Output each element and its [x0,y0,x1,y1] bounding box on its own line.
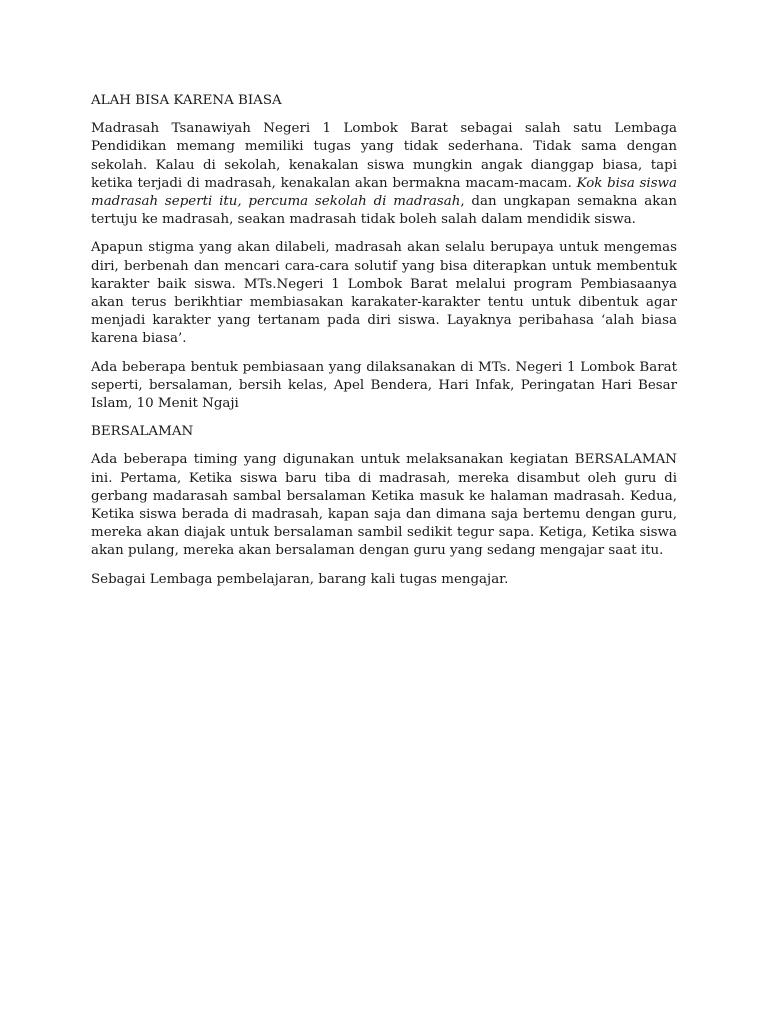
paragraph-bersalaman: Ada beberapa timing yang digunakan untuk melaksanakan kegiatan BERSALAMAN ini. Pertama, Ketika siswa baru tiba di madrasah, mereka disambut oleh guru di gerbang madarasah sambal bersalaman Ketika masuk ke halaman madrasah. Kedua, Ketika siswa berada di madrasah, kapan saja dan dimana saja bertemu dengan guru, mereka akan diajak untuk bersalaman sambil sedikit tegur sapa. Ketiga, Ketika siswa akan pulang, mereka akan bersalaman dengan guru yang sedang mengajar saat itu. [91,452,677,559]
paragraph-intro-italic-quote: Kok bisa siswa madrasah seperti itu, percuma sekolah di madrasah [91,175,678,210]
document-title: ALAH BISA KARENA BIASA [91,93,282,108]
paragraph-intro-text-end: , dan ungkapan semakna akan tertuju ke madrasah, seakan madrasah tidak boleh salah dalam mendidik siswa. [91,194,677,228]
document-body [91,92,677,599]
paragraph-stigma: Apapun stigma yang akan dilabeli, madrasah akan selalu berupaya untuk mengemas diri, berbenah dan mencari cara-cara solutif yang bisa diterapkan untuk membentuk karakter baik siswa. MTs.Negeri 1 Lombok Barat melalui program Pembiasaanya akan terus berikhtiar membiasakan karakater-karakter tentu untuk dibentuk agar menjadi karakter yang tertanam pada diri siswa. Layaknya peribahasa ‘alah biasa karena biasa’. [91,240,677,347]
paragraph-closing: Sebagai Lembaga pembelajaran, barang kali tugas mengajar. [91,571,509,587]
paragraph-habits-list: Ada beberapa bentuk pembiasaan yang dilaksanakan di MTs. Negeri 1 Lombok Barat seperti, bersalaman, bersih kelas, Apel Bendera, Hari Infak, Peringatan Hari Besar Islam, 10 Menit Ngaji [91,359,677,412]
paragraph-intro-text-start: Madrasah Tsanawiyah Negeri 1 Lombok Barat sebagai salah satu Lembaga Pendidikan memang memiliki tugas yang tidak sederhana. Tidak sama dengan sekolah. Kalau di sekolah, kenakalan siswa mungkin angak dianggap biasa, tapi ketika terjadi di madrasah, kenakalan akan bermakna macam-macam. [91,121,677,191]
paragraph-intro [91,120,677,229]
section-heading-bersalaman: BERSALAMAN [91,424,194,440]
